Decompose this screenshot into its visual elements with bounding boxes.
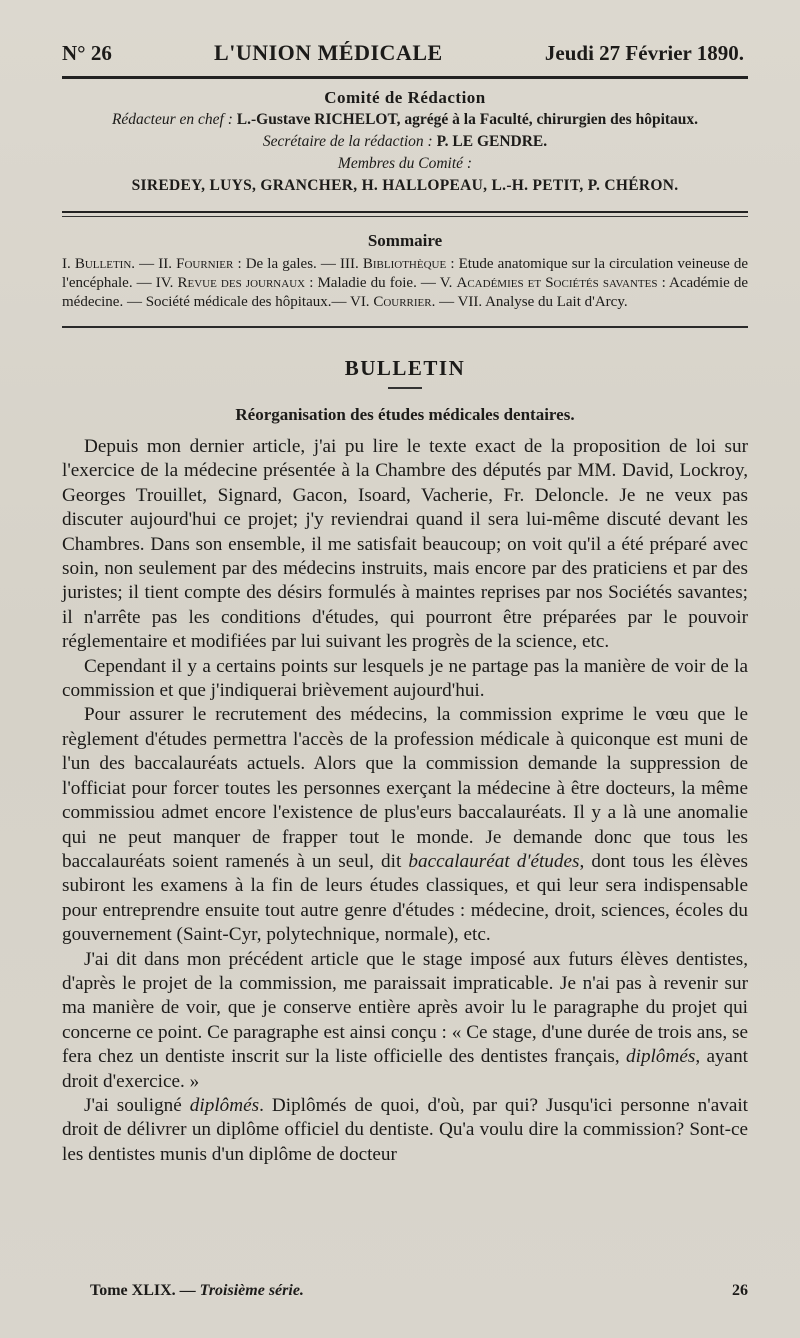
chief-editor-line <box>62 109 748 131</box>
sommaire-section: Revue des journaux <box>177 275 306 291</box>
sommaire-item: : Académie de médecine. — Société médicale des hôpitaux.— <box>62 275 749 310</box>
paragraph <box>62 1094 748 1167</box>
article-subtitle: Réorganisation des études médicales dentaires. <box>235 405 575 424</box>
sommaire-title: Sommaire <box>367 231 443 250</box>
sommaire-item: : Etude anatomique sur la circulation veineuse de l'encéphale. — <box>62 256 749 291</box>
committee-rule-thin <box>62 216 748 217</box>
committee-title: Comité de Rédaction <box>324 88 486 107</box>
emphasis: diplômés <box>189 1094 260 1116</box>
sommaire-section: Bibliothèque <box>362 256 447 272</box>
volume-info <box>90 1282 304 1300</box>
text-run: . Diplômés de quoi, d'où, par qui? Jusqu'ici personne n'avait droit de délivrer un diplôme officiel du dentiste. Qu'a voulu dire la commission? Sont-ce les dentistes munis d'un diplôme de docteur <box>62 1094 748 1165</box>
paragraph <box>62 948 748 1094</box>
sommaire-num: IV. <box>155 275 174 291</box>
editorial-committee <box>62 87 748 197</box>
bulletin-rule <box>388 387 422 389</box>
text-run: J'ai souligné <box>84 1094 182 1116</box>
text-run: , ayant droit d'exercice. » <box>62 1046 748 1092</box>
emphasis: baccalauréat d'études <box>408 850 580 872</box>
series-label: Troisième série. <box>199 1282 304 1299</box>
sommaire-num: III. <box>340 256 359 272</box>
sommaire-section: Académies et Sociétés savantes <box>456 275 658 291</box>
sommaire-num: — II. <box>139 256 172 272</box>
secretary-name: P. LE GENDRE. <box>436 133 548 150</box>
paragraph: Depuis mon dernier article, j'ai pu lire le texte exact de la proposition de loi sur l'exercice de la médecine présentée à la Chambre des députés par MM. David, Lockroy, Georges Trouillet, Signard, Gacon, Isoard, Vacherie, Fr. Deloncle. Je ne veux pas discuter aujourd'hui ce projet; j'y reviendrai quand il sera lui-même discuté devant les Chambres. Dans son ensemble, il me satisfait beaucoup; on voit qu'il a été préparé avec soin, non seulement par des médecins instruits, mais encore par des praticiens et par des juristes; il tient compte des désirs formulés à maintes reprises par nos Sociétés savantes; il n'arrête pas les conditions d'études, qui pourront être préparées par le pouvoir réglementaire et modifiées par lui suivant les progrès de la science, etc. <box>62 436 748 653</box>
sommaire-rule <box>62 326 748 328</box>
sommaire-section: Fournier <box>176 256 234 272</box>
page-footer <box>90 1282 748 1300</box>
text-run: J'ai dit dans mon précédent article que le stage imposé aux futurs élèves dentistes, d'après le projet de la commission, me paraissait impraticable. Je n'ai pas à revenir sur ma manière de voir, que je conserve entière après avoir lu le paragraphe du projet qui concerne ce point. Ce paragraphe est ainsi conçu : « Ce stage, d'une durée de trois ans, se fera chez un dentiste inscrit sur la liste officielle des dentistes français, <box>62 948 748 1068</box>
journal-title: L'UNION MÉDICALE <box>214 40 443 65</box>
chief-name: L.-Gustave RICHELOT, agrégé à la Faculté, chirurgien des hôpitaux. <box>236 111 699 128</box>
sommaire-num: VI. <box>349 294 370 310</box>
article-body <box>62 435 748 1167</box>
text-run: , dont tous les élèves subiront les examens à la fin de leurs études classiques, et qui leur sera indispensable pour entreprendre ensuite tout autre genre d'études : médecine, droit, sciences, écoles du gouvernement (Saint-Cyr, polytechnique, normale), etc. <box>62 850 748 946</box>
page-number: 26 <box>732 1282 748 1299</box>
emphasis: diplômés <box>626 1046 696 1068</box>
paragraph <box>62 703 748 947</box>
tome-label: Tome XLIX. — <box>90 1282 196 1299</box>
issue-date: Jeudi 27 Février 1890. <box>544 41 744 65</box>
sommaire-item: : De la gales. — <box>237 256 336 272</box>
sommaire-section: Bulletin. <box>74 256 136 272</box>
chief-label: Rédacteur en chef : <box>111 111 233 128</box>
bulletin-title: BULLETIN <box>344 356 466 380</box>
issue-number: N° 26 <box>62 41 112 65</box>
sommaire-item: : Maladie du foie. — <box>309 275 436 291</box>
sommaire-section: Courrier. <box>373 294 436 310</box>
secretary-label: Secrétaire de la rédaction : <box>262 133 433 150</box>
paragraph: Cependant il y a certains points sur lesquels je ne partage pas la manière de voir de la commission et que j'indiquerai brièvement aujourd'hui. <box>62 655 748 702</box>
members-label: Membres du Comité : <box>337 155 473 172</box>
committee-rule <box>62 211 748 213</box>
secretary-line <box>62 131 748 153</box>
text-run: Pour assurer le recrutement des médecins, la commission exprime le vœu que le règlement d'études permettra l'accès de la profession médicale à quiconque est muni de l'un des baccalauréats actuels. Alors que la commission demande la suppression de l'officiat pour forcer toutes les personnes exerçant la médecine à être docteurs, la même commissiou admet encore l'existence de plus'eurs baccalauréats. Il y a là une anomalie qui ne peut manquer de frapper tout le monde. Je demande donc que tous les baccalauréats soient ramenés à un seul, dit <box>62 704 748 872</box>
running-header <box>62 40 748 66</box>
members-list: SIREDEY, LUYS, GRANCHER, H. HALLOPEAU, L.-H. PETIT, P. CHÉRON. <box>131 177 679 194</box>
sommaire-text <box>62 255 748 312</box>
sommaire-num: I. <box>62 256 71 272</box>
sommaire-item: — VII. Analyse du Lait d'Arcy. <box>439 294 628 310</box>
header-rule <box>62 76 748 79</box>
sommaire-num: V. <box>439 275 453 291</box>
